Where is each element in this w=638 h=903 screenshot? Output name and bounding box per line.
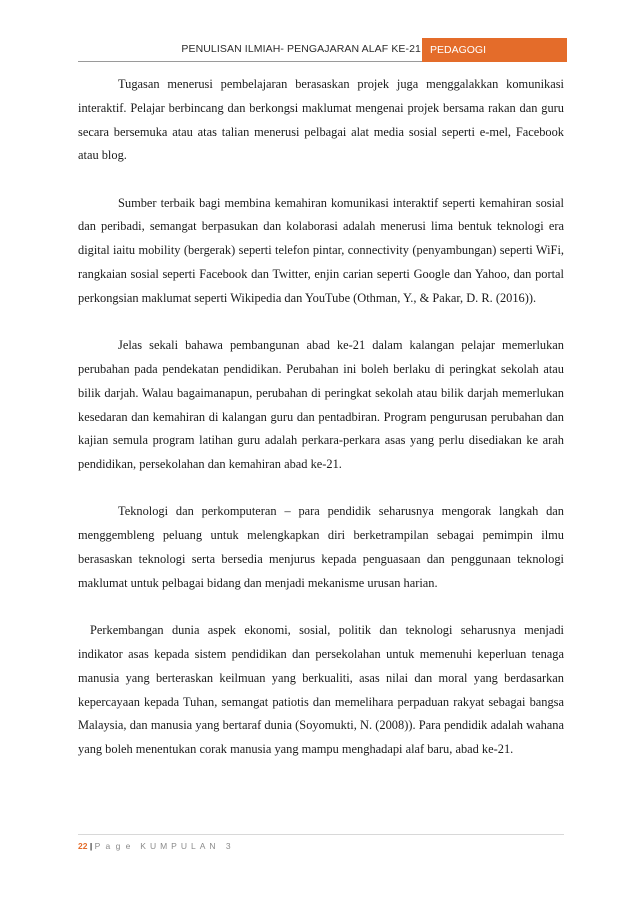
header-section-tab: PEDAGOGI	[422, 38, 567, 62]
page-footer	[78, 834, 564, 851]
header-title: PENULISAN ILMIAH- PENGAJARAN ALAF KE-21	[181, 43, 421, 55]
footer-separator: |	[89, 841, 93, 851]
page-number: 22	[78, 841, 88, 851]
paragraph-1: Tugasan menerusi pembelajaran berasaskan projek juga menggalakkan komunikasi interaktif. Pelajar berbincang dan berkongsi maklumat mengenai projek bersama rakan dan guru secara bersemuka atau atas talian menerusi pelbagai alat media sosial seperti e-mel, Facebook atau blog.	[78, 77, 564, 163]
paragraph-2: Sumber terbaik bagi membina kemahiran komunikasi interaktif seperti kemahiran sosial dan peribadi, semangat berpasukan dan kolaborasi adalah menerusi lima bentuk teknologi era digital iaitu mobility (bergerak) seperti telefon pintar, connectivity (penyambungan) seperti WiFi, rangkaian sosial seperti Facebook dan Twitter, enjin carian seperti Google dan Yahoo, dan portal perkongsian maklumat seperti Wikipedia dan YouTube (Othman, Y., & Pakar, D. R. (2016)).	[78, 195, 564, 305]
paragraph-5: Perkembangan dunia aspek ekonomi, sosial, politik dan teknologi seharusnya menjadi indikator asas kepada sistem pendidikan dan persekolahan untuk memenuhi keperluan tenaga manusia yang berteraskan keilmuan yang berkualiti, asas nilai dan moral yang berdasarkan kepercayaan kepada Tuhan, semangat patiotis dan memelihara perpaduan rakyat sebagai bangsa Malaysia, dan manusia yang bertaraf dunia (Soyomukti, N. (2008)). Para pendidik adalah wahana yang boleh menentukan corak manusia yang mampu menghadapi alaf baru, abad ke-21.	[78, 623, 564, 757]
page-label: P a g e	[94, 841, 132, 851]
paragraph-4: Teknologi dan perkomputeran – para pendidik seharusnya mengorak langkah dan menggembleng peluang untuk melengkapkan diri berketrampilan sebagai pemimpin ilmu berasaskan teknologi serta bersedia menjurus kepada penguasaan dan penggunaan teknologi maklumat untuk pelbagai bidang dan menjadi mekanisme urusan harian.	[78, 504, 564, 590]
page-header	[78, 38, 567, 62]
body-text	[78, 73, 564, 785]
group-label: KUMPULAN 3	[140, 841, 235, 851]
header-rule	[78, 61, 422, 62]
paragraph-3: Jelas sekali bahawa pembangunan abad ke-21 dalam kalangan pelajar memerlukan perubahan pada pendekatan pendidikan. Perubahan ini boleh berlaku di peringkat sekolah atau bilik darjah. Walau bagaimanapun, perubahan di peringkat sekolah atau bilik darjah memerlukan kesedaran dan kemahiran di kalangan guru dan pentadbiran. Program pengurusan perubahan dan kajian semula program latihan guru adalah perkara-perkara asas yang perlu disediakan ke arah pendidikan, persekolahan dan kemahiran abad ke-21.	[78, 338, 564, 472]
